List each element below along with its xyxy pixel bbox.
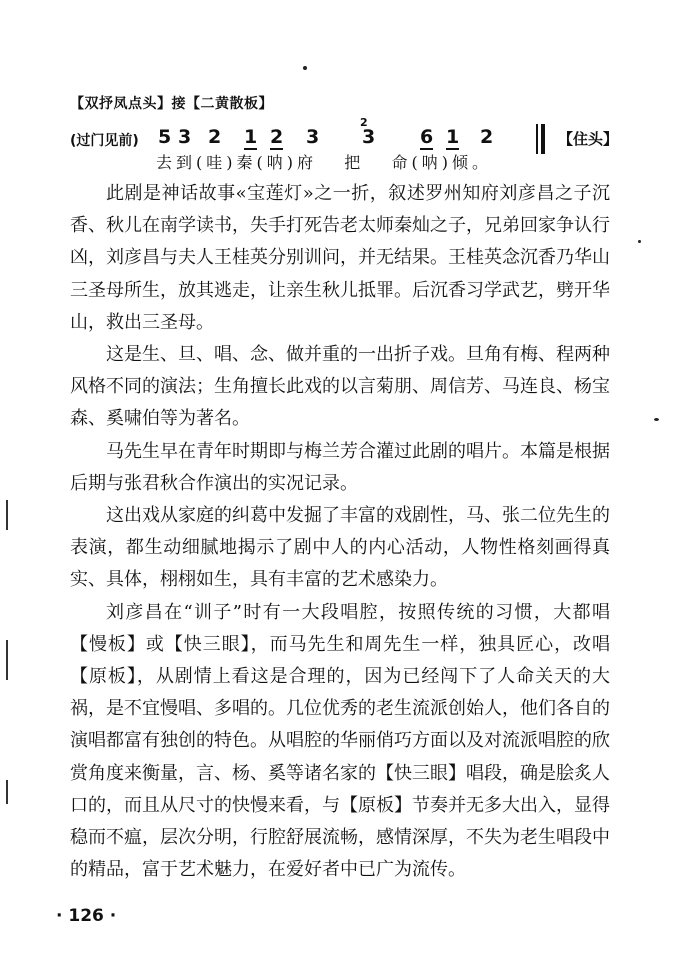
paragraph: 马先生早在青年时期即与梅兰芳合灌过此剧的唱片。本篇是根据后期与张君秋合作演出的实况记录。 (70, 440, 610, 494)
notation-prefix: (过门见前) (70, 133, 139, 149)
ink-speck (638, 240, 641, 243)
scan-edge-mark (6, 780, 8, 804)
page-number: · 126 · (56, 906, 117, 926)
note: 3 (306, 126, 320, 148)
final-barline (536, 124, 545, 154)
jianpu-notation (70, 116, 630, 174)
note: 5 (158, 126, 172, 148)
scan-edge-mark (6, 640, 8, 680)
lyrics-line: 去到(哇)秦(呐)府 把 命(呐)倾。 (156, 153, 492, 172)
note: 6 (420, 126, 434, 148)
note: 2 (480, 126, 494, 148)
body-text (70, 178, 610, 886)
ending-marker: 【住头】 (558, 130, 619, 148)
note: 3 (178, 126, 192, 148)
note: 2 (270, 126, 284, 148)
ink-speck (654, 418, 659, 421)
scan-edge-mark (6, 500, 8, 530)
grace-note: 2 (360, 116, 368, 129)
note: 1 (446, 126, 460, 148)
note: 2 (208, 126, 222, 148)
paragraph: 此剧是神话故事«宝莲灯»之一折，叙述罗州知府刘彦昌之子沉香、秋儿在南学读书，失手打死告老太师秦灿之子，兄弟回家争认行凶，刘彦昌与夫人王桂英分别训问，并无结果。王桂英念沉香乃华山三圣母所生，放其逃走，让亲生秋儿抵罪。后沉香习学武艺，劈开华山，救出三圣母。 (70, 183, 610, 333)
ink-speck (303, 66, 307, 70)
note: 3 (362, 126, 376, 148)
paragraph: 这是生、旦、唱、念、做并重的一出折子戏。旦角有梅、程两种风格不同的演法；生角擅长此戏的以言菊朋、周信芳、马连良、杨宝森、奚啸伯等为著名。 (70, 344, 610, 430)
paragraph: 刘彦昌在“训子”时有一大段唱腔，按照传统的习惯，大都唱【慢板】或【快三眼】，而马先生和周先生一样，独具匠心，改唱【原板】，从剧情上看这是合理的，因为已经闯下了人命关天的大祸，是不宜慢唱、多唱的。几位优秀的老生流派创始人，他们各自的演唱都富有独创的特色。从唱腔的华丽俏巧方面以及对流派唱腔的欣赏角度来衡量，言、杨、奚等诸名家的【快三眼】唱段，确是脍炙人口的，而且从尺寸的快慢来看，与【原板】节奏并无多大出入，显得稳而不瘟，层次分明，行腔舒展流畅，感情深厚，不失为老生唱段中的精品，富于艺术魅力，在爱好者中已广为流传。 (70, 601, 610, 881)
note: 1 (244, 126, 258, 148)
aria-heading: 【双抒凤点头】接【二黄散板】 (70, 96, 273, 112)
paragraph: 这出戏从家庭的纠葛中发掘了丰富的戏剧性，马、张二位先生的表演，都生动细腻地揭示了剧中人的内心活动，人物性格刻画得真实、具体，栩栩如生，具有丰富的艺术感染力。 (70, 505, 610, 591)
